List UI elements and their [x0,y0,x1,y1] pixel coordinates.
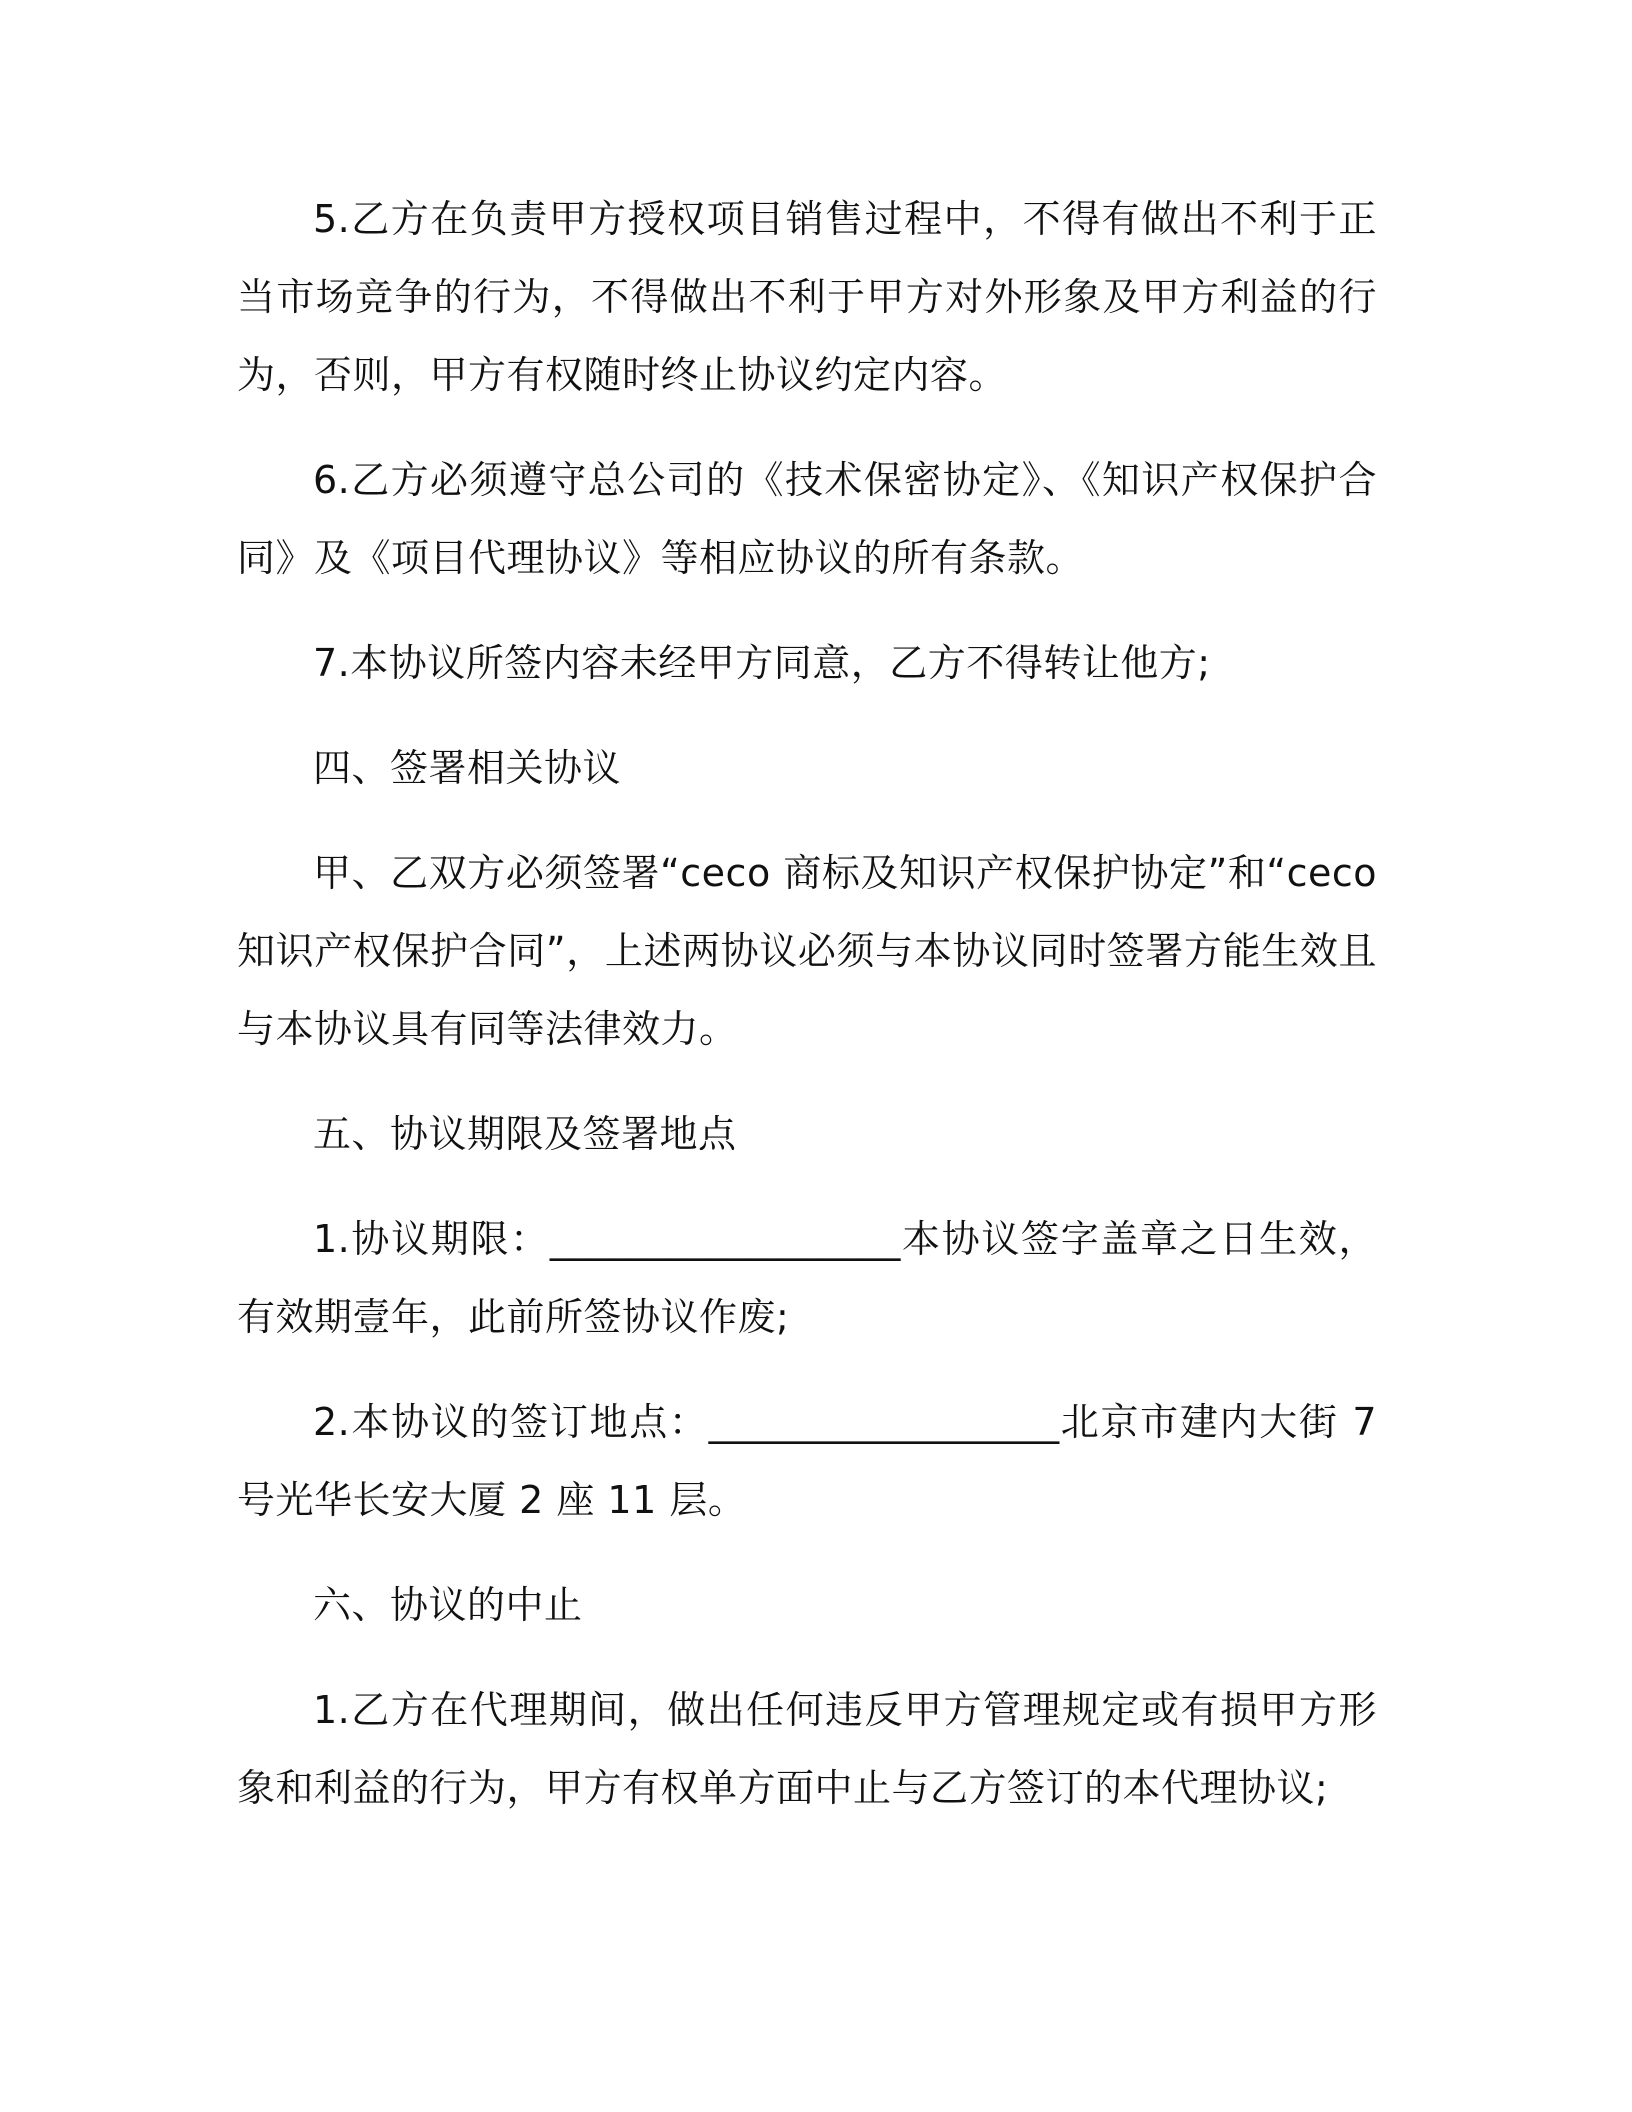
clause-7-paragraph: 7.本协议所签内容未经甲方同意，乙方不得转让他方; [313,641,1211,685]
location-paragraph: 2.本协议的签订地点：__________________北京市建内大街 7 号光华长安大厦 2 座 11 层。 [237,1400,1377,1522]
document-body [237,180,1377,1854]
term-paragraph: 1.协议期限：__________________本协议签字盖章之日生效，有效期壹年，此前所签协议作废; [237,1217,1377,1339]
section-4-paragraph: 甲、乙双方必须签署“ceco 商标及知识产权保护协定”和“ceco 知识产权保护合同”，上述两协议必须与本协议同时签署方能生效且与本协议具有同等法律效力。 [237,851,1377,1051]
termination-paragraph: 1.乙方在代理期间，做出任何违反甲方管理规定或有损甲方形象和利益的行为，甲方有权单方面中止与乙方签订的本代理协议; [237,1688,1377,1810]
section-6-heading: 六、协议的中止 [313,1583,583,1627]
clause-5-paragraph: 5.乙方在负责甲方授权项目销售过程中，不得有做出不利于正当市场竞争的行为，不得做出不利于甲方对外形象及甲方利益的行为，否则，甲方有权随时终止协议约定内容。 [237,197,1377,397]
section-5-heading: 五、协议期限及签署地点 [313,1112,737,1156]
clause-6-paragraph: 6.乙方必须遵守总公司的《技术保密协定》、《知识产权保护合同》及《项目代理协议》等相应协议的所有条款。 [237,458,1377,580]
section-4-heading: 四、签署相关协议 [313,746,622,790]
